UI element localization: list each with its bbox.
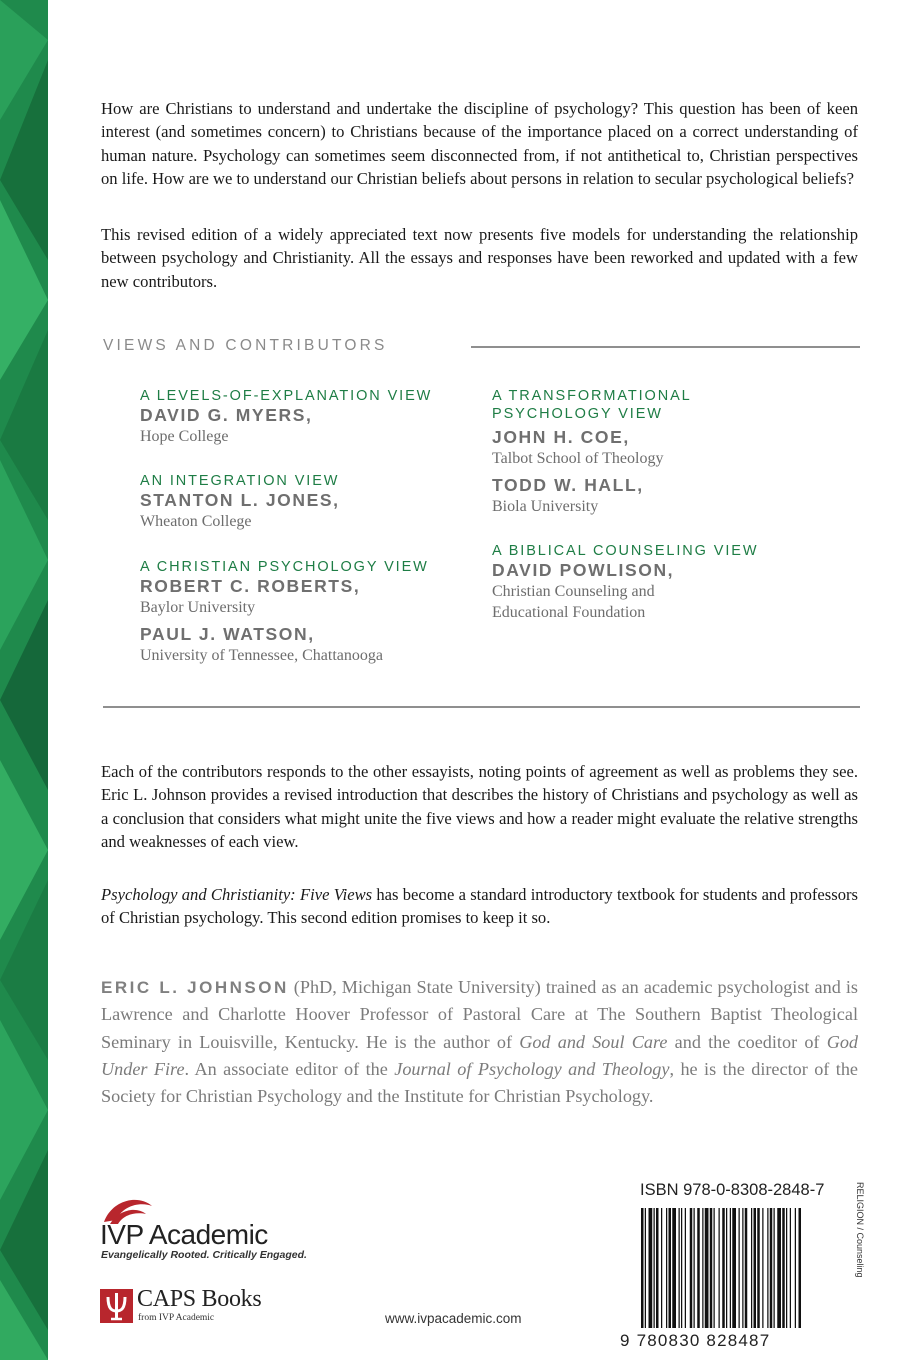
- view-title: A CHRISTIAN PSYCHOLOGY VIEW: [140, 559, 429, 575]
- author-bio: [101, 974, 858, 1110]
- summary-paragraph-2: [101, 883, 858, 930]
- contributor-institution-line-2: Educational Foundation: [492, 604, 646, 621]
- contributor-institution: Baylor University: [140, 599, 256, 616]
- contributor-institution: University of Tennessee, Chattanooga: [140, 647, 383, 664]
- view-biblical-counseling: [492, 542, 758, 623]
- ivp-academic-name: IVP Academic: [100, 1219, 268, 1250]
- intro-paragraph-1: How are Christians to understand and undertake the discipline of psychology? This question has been of keen interest (and sometimes concern) to Christians because of the importance placed on a correct understanding of human nature. Psychology can sometimes seem disconnected from, if not antithetical to, Christian perspectives on life. How are we to understand our Christian beliefs about persons in relation to secular psychological beliefs?: [101, 99, 858, 189]
- heading-divider: [471, 346, 860, 348]
- contributor-institution: Biola University: [492, 498, 599, 515]
- contributor-institution: Talbot School of Theology: [492, 450, 664, 467]
- contributor-institution: Christian Counseling and: [492, 583, 655, 600]
- contributor-institution: Hope College: [140, 428, 229, 445]
- barcode: [641, 1208, 839, 1328]
- green-side-stripe: [0, 0, 48, 1360]
- view-title: A BIBLICAL COUNSELING VIEW: [492, 543, 759, 559]
- publisher-website: www.ivpacademic.com: [385, 1311, 522, 1326]
- caps-psi-icon: [100, 1289, 133, 1323]
- book-title: Psychology and Christianity: Five Views: [101, 885, 373, 904]
- ivp-tagline: Evangelically Rooted. Critically Engaged.: [101, 1249, 307, 1261]
- bio-journal: Journal of Psychology and Theology: [394, 1058, 670, 1079]
- summary-paragraph-2-text: has become a standard introductory textbook for students and professors of Christian psychology. This second edition promises to keep it so.: [101, 885, 858, 928]
- bio-text: (PhD, Michigan State University) trained as an academic psychologist and is Lawrence and Charlotte Hoover Professor of Pastoral Care at The Southern Baptist Theological Seminary in Louisville, Kentucky. He is the author of: [101, 977, 858, 1052]
- intro-paragraph-2: This revised edition of a widely appreciated text now presents five models for understanding the relationship between psychology and Christianity. All the essays and responses have been reworked and updated with a few new contributors.: [101, 225, 858, 291]
- author-name: ERIC L. JOHNSON: [101, 978, 289, 997]
- view-integration: [140, 472, 340, 532]
- views-heading: [103, 336, 860, 358]
- bio-text: and the coeditor of: [667, 1031, 827, 1052]
- contributor-name: PAUL J. WATSON,: [140, 624, 315, 644]
- bio-text: , he is the director of the Society for Christian Psychology and the Institute for Christian Psychology.: [101, 1058, 858, 1107]
- contributor-name: DAVID G. MYERS,: [140, 405, 313, 425]
- views-heading-label: VIEWS AND CONTRIBUTORS: [103, 337, 388, 354]
- caps-books-subtitle: from IVP Academic: [138, 1313, 215, 1323]
- contributor-institution: Wheaton College: [140, 513, 252, 530]
- view-levels-of-explanation: [140, 387, 432, 447]
- view-title: A LEVELS-OF-EXPLANATION VIEW: [140, 388, 433, 404]
- view-title-line-2: PSYCHOLOGY VIEW: [492, 406, 663, 422]
- book-category: RELIGION / Counseling: [855, 1182, 865, 1278]
- view-title: A TRANSFORMATIONAL: [492, 388, 692, 404]
- contributor-name: TODD W. HALL,: [492, 475, 644, 495]
- view-christian-psychology: [140, 558, 429, 666]
- view-title: AN INTEGRATION VIEW: [140, 473, 340, 489]
- summary-paragraph-1: Each of the contributors responds to the other essayists, noting points of agreement as well as problems they see. Eric L. Johnson provides a revised introduction that describes the history of Christians and psychology as well as a conclusion that considers what might unite the five views and how a reader might evaluate the relative strengths and weaknesses of each view.: [101, 762, 858, 852]
- barcode-number: 9 780830 828487: [620, 1331, 771, 1350]
- contributor-name: DAVID POWLISON,: [492, 560, 675, 580]
- contributor-name: STANTON L. JONES,: [140, 490, 340, 510]
- caps-books-name: CAPS Books: [137, 1286, 262, 1312]
- isbn-label: ISBN 978-0-8308-2848-7: [640, 1181, 825, 1199]
- bio-book-2: God Under Fire: [101, 1031, 859, 1079]
- section-divider: [103, 706, 860, 708]
- bio-text: . An associate editor of the: [184, 1058, 395, 1079]
- contributor-name: ROBERT C. ROBERTS,: [140, 576, 361, 596]
- view-transformational-psychology: [492, 387, 692, 517]
- contributor-name: JOHN H. COE,: [492, 427, 630, 447]
- bio-book-1: God and Soul Care: [519, 1031, 668, 1052]
